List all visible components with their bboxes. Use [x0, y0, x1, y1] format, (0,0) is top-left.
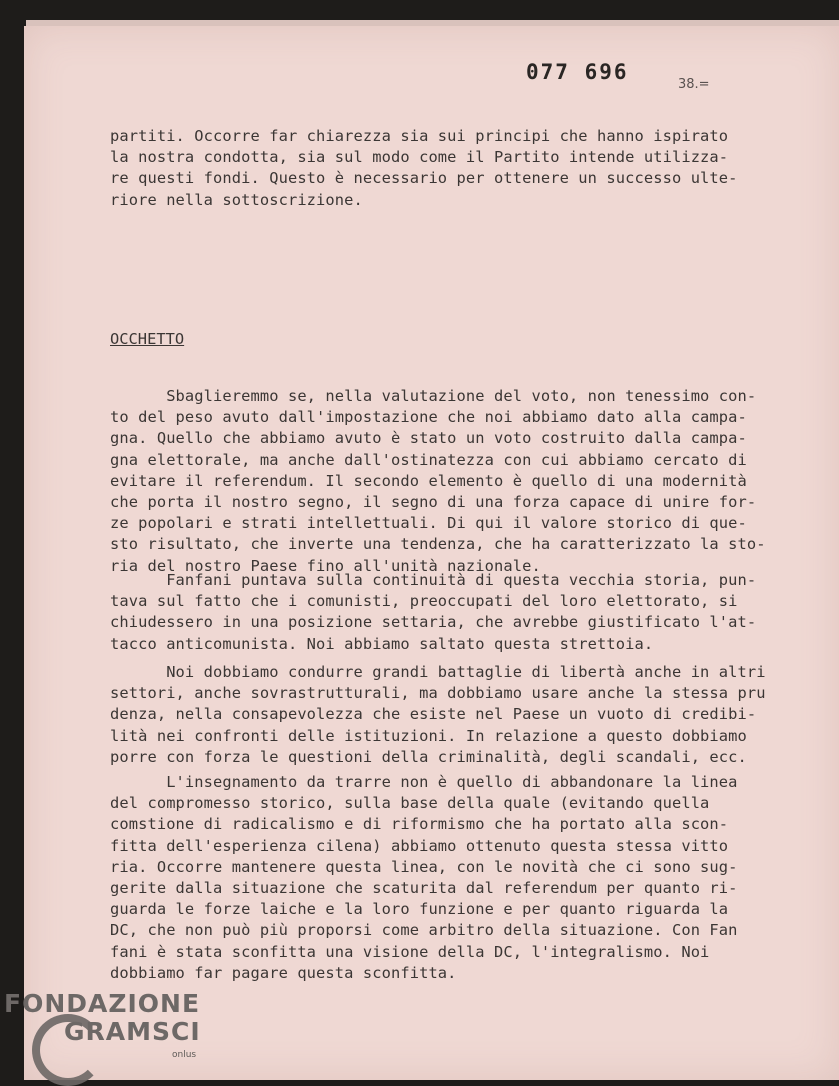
text-line: fitta dell'esperienza cilena) abbiamo ottenuto questa stessa vitto	[110, 836, 729, 855]
text-line: lità nei confronti delle istituzioni. In relazione a questo dobbiamo	[110, 726, 747, 745]
text-line: Fanfani puntava sulla continuità di questa vecchia storia, pun-	[110, 571, 757, 589]
text-line: la nostra condotta, sia sul modo come il Partito intende utilizza-	[110, 148, 729, 167]
text-line: ze popolari e strati intellettuali. Di qui il valore storico di que-	[110, 514, 747, 533]
document-number: 077 696	[526, 60, 629, 84]
text-line: tava sul fatto che i comunisti, preoccupati del loro elettorato, si	[110, 592, 738, 611]
paragraph-3	[110, 662, 790, 768]
text-line: sto risultato, che inverte una tendenza, che ha caratterizzato la sto-	[110, 535, 766, 554]
logo-line-1: FONDAZIONE	[4, 989, 201, 1018]
text-line: guarda le forze laiche e la loro funzione e per quanto riguarda la	[110, 900, 729, 919]
text-line: L'insegnamento da trarre non è quello di abbandonare la linea	[110, 773, 738, 791]
fondazione-gramsci-logo	[4, 989, 201, 1060]
text-line: che porta il nostro segno, il segno di una forza capace di unire for-	[110, 493, 757, 512]
text-line: gna. Quello che abbiamo avuto è stato un voto costruito dalla campa-	[110, 429, 747, 448]
text-line: dobbiamo far pagare questa sconfitta.	[110, 963, 457, 982]
logo-line-3: onlus	[172, 1050, 197, 1060]
text-line: Sbaglieremmo se, nella valutazione del voto, non tenessimo con-	[110, 387, 757, 405]
text-line: partiti. Occorre far chiarezza sia sui principi che hanno ispirato	[110, 127, 729, 145]
text-line: comstione di radicalismo e di riformismo che ha portato alla scon-	[110, 815, 729, 834]
text-line: gna elettorale, ma anche dall'ostinatezza con cui abbiamo cercato di	[110, 450, 747, 469]
text-line: del compromesso storico, sulla base della quale (evitando quella	[110, 794, 710, 813]
text-line: Noi dobbiamo condurre grandi battaglie di libertà anche in altri	[110, 663, 766, 681]
text-line: chiudessero in una posizione settaria, che avrebbe giustificato l'at-	[110, 613, 757, 632]
paragraph-1	[110, 386, 790, 577]
text-line: riore nella sottoscrizione.	[110, 190, 363, 209]
text-line: DC, che non può più proporsi come arbitro della situazione. Con Fan	[110, 921, 738, 940]
paragraph-2	[110, 570, 790, 655]
text-line: settori, anche sovrastrutturali, ma dobbiamo usare anche la stessa pru	[110, 684, 766, 703]
text-line: fani è stata sconfitta una visione della DC, l'integralismo. Noi	[110, 942, 710, 961]
paragraph-4	[110, 772, 790, 984]
paragraph-intro	[110, 126, 790, 211]
text-line: evitare il referendum. Il secondo elemento è quello di una modernità	[110, 471, 747, 490]
page-number: 38.=	[678, 77, 710, 92]
text-line: denza, nella consapevolezza che esiste nel Paese un vuoto di credibi-	[110, 705, 757, 724]
text-line: ria del nostro Paese fino all'unità nazionale.	[110, 556, 541, 575]
text-line: porre con forza le questioni della criminalità, degli scandali, ecc.	[110, 747, 747, 766]
text-line: tacco anticomunista. Noi abbiamo saltato questa strettoia.	[110, 634, 654, 653]
speaker-heading: OCCHETTO	[110, 330, 185, 348]
text-line: to del peso avuto dall'impostazione che noi abbiamo dato alla campa-	[110, 408, 747, 427]
logo-line-2: GRAMSCI	[64, 1017, 201, 1046]
text-line: ria. Occorre mantenere questa linea, con le novità che ci sono sug-	[110, 857, 738, 876]
text-line: gerite dalla situazione che scaturita dal referendum per quanto ri-	[110, 879, 738, 898]
text-line: re questi fondi. Questo è necessario per ottenere un successo ulte-	[110, 169, 738, 188]
